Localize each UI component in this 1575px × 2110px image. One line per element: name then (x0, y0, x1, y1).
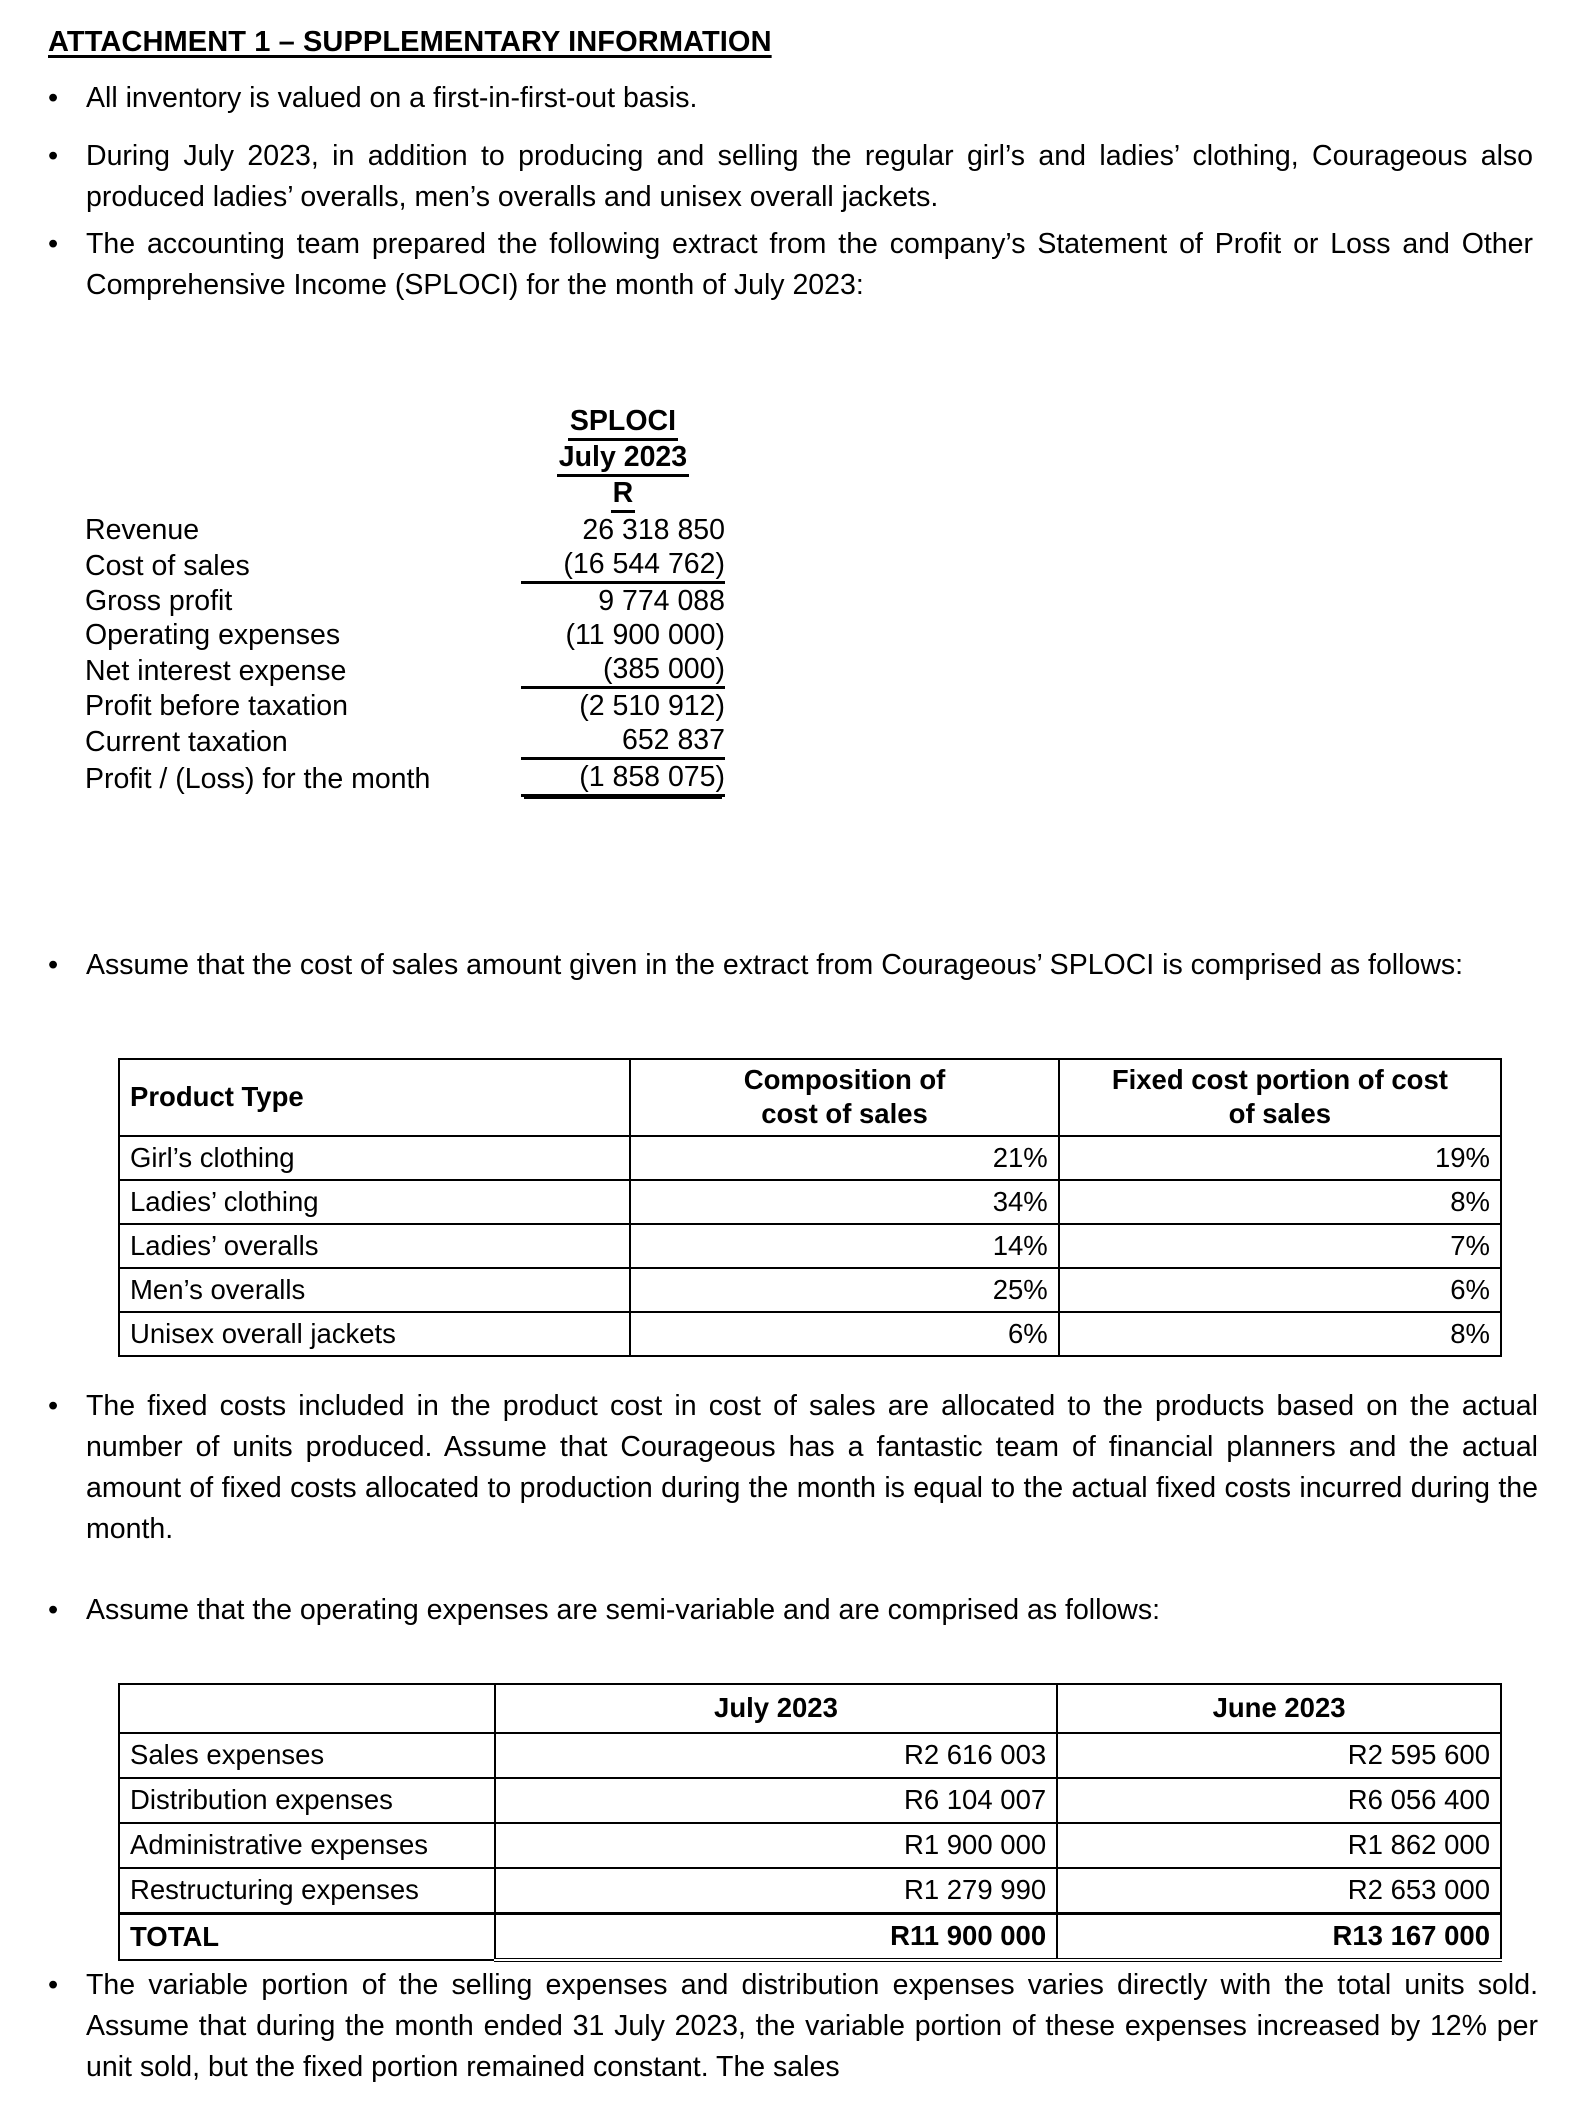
cell-fixed-portion: 6% (1059, 1268, 1501, 1312)
sploci-label-cost-of-sales: Cost of sales (85, 549, 250, 582)
sploci-header-spacer (85, 477, 521, 513)
sploci-header-row-1 (85, 405, 725, 441)
bullet-glyph: • (48, 949, 59, 981)
cell-total-june: R13 167 000 (1057, 1914, 1501, 1961)
sploci-header-row-3 (85, 477, 725, 513)
bullet-text-sploci-intro: The accounting team prepared the following extract from the company’s Statement of Profit or Loss and Other Comprehensive Income (SPLOCI) for the month of July 2023: (86, 228, 1533, 301)
cell-fixed-portion: 19% (1059, 1136, 1501, 1180)
cell-product-type: Ladies’ clothing (119, 1180, 630, 1224)
cell-composition: 21% (630, 1136, 1058, 1180)
cell-july-value: R1 279 990 (495, 1868, 1057, 1914)
sploci-value-profit-loss-month: (1 858 075) (521, 759, 725, 796)
sploci-value-net-interest-expense: (385 000) (521, 652, 725, 688)
column-header-july-2023: July 2023 (495, 1684, 1057, 1733)
sploci-label-profit-loss-month: Profit / (Loss) for the month (85, 762, 431, 795)
bullet-item-variable-portion (48, 1965, 1538, 2088)
sploci-value-current-taxation: 652 837 (521, 723, 725, 759)
bullet-text-inventory: All inventory is valued on a first-in-first-out basis. (86, 82, 698, 114)
sploci-header-period (521, 441, 725, 477)
cell-composition: 34% (630, 1180, 1058, 1224)
cell-fixed-portion: 7% (1059, 1224, 1501, 1268)
column-header-june-2023: June 2023 (1057, 1684, 1501, 1733)
column-header-fixed-portion-line1: Fixed cost portion of cost (1111, 1064, 1448, 1095)
cell-fixed-portion: 8% (1059, 1312, 1501, 1356)
column-header-fixed-portion (1059, 1059, 1501, 1136)
sploci-row-current-taxation (85, 723, 725, 759)
sploci-table (85, 405, 725, 797)
page-title: ATTACHMENT 1 – SUPPLEMENTARY INFORMATION (48, 26, 772, 58)
cell-fixed-portion: 8% (1059, 1180, 1501, 1224)
column-header-composition (630, 1059, 1058, 1136)
sploci-row-profit-loss-month (85, 759, 725, 796)
sploci-header-title (521, 405, 725, 441)
bullet-glyph: • (48, 1390, 59, 1422)
table-row (119, 1312, 1501, 1356)
sploci-row-net-interest-expense (85, 652, 725, 688)
sploci-header-period-text: July 2023 (557, 441, 689, 477)
cell-june-value: R2 653 000 (1057, 1868, 1501, 1914)
bullet-item-sploci-intro (48, 224, 1533, 306)
cell-july-value: R1 900 000 (495, 1823, 1057, 1868)
bullet-item-production (48, 136, 1533, 218)
sploci-header-title-text: SPLOCI (568, 405, 678, 441)
table-row (119, 1268, 1501, 1312)
product-table-body (119, 1136, 1501, 1356)
bullet-glyph: • (48, 140, 59, 172)
sploci-value-cost-of-sales: (16 544 762) (521, 547, 725, 583)
table-row (119, 1224, 1501, 1268)
cell-product-type: Unisex overall jackets (119, 1312, 630, 1356)
cell-composition: 14% (630, 1224, 1058, 1268)
sploci-value-gross-profit: 9 774 088 (598, 585, 725, 617)
sploci-row-operating-expenses (85, 618, 725, 652)
table-row (119, 1823, 1501, 1868)
sploci-value-revenue: 26 318 850 (582, 514, 725, 546)
table-row (119, 1778, 1501, 1823)
sploci-header-currency (521, 477, 725, 513)
operating-expenses-table (118, 1683, 1502, 1962)
cell-june-value: R6 056 400 (1057, 1778, 1501, 1823)
sploci-label-revenue: Revenue (85, 514, 200, 546)
bullet-glyph: • (48, 82, 59, 114)
table-header-row (119, 1059, 1501, 1136)
sploci-value-operating-expenses: (11 900 000) (565, 619, 725, 651)
table-row (119, 1868, 1501, 1914)
column-header-composition-line2: cost of sales (761, 1098, 928, 1129)
opex-table-body (119, 1733, 1501, 1960)
column-header-expense-item (119, 1684, 495, 1733)
bullet-item-fixed-cost-allocation (48, 1386, 1538, 1550)
sploci-label-operating-expenses: Operating expenses (85, 619, 341, 651)
sploci-label-current-taxation: Current taxation (85, 725, 288, 758)
column-header-product-type: Product Type (119, 1059, 630, 1136)
table-row-total (119, 1914, 1501, 1961)
column-header-fixed-portion-line2: of sales (1228, 1098, 1332, 1129)
cell-total-july: R11 900 000 (495, 1914, 1057, 1961)
table-header-row (119, 1684, 1501, 1733)
cell-july-value: R6 104 007 (495, 1778, 1057, 1823)
cell-expense-item: Sales expenses (119, 1733, 495, 1778)
sploci-row-revenue (85, 513, 725, 547)
table-row (119, 1180, 1501, 1224)
bullet-text-production: During July 2023, in addition to producing and selling the regular girl’s and ladies’ clothing, Courageous also produced ladies’ overalls, men’s overalls and unisex overall jackets. (86, 140, 1533, 213)
bullet-glyph: • (48, 1594, 59, 1626)
bullet-glyph: • (48, 1969, 59, 2001)
product-table-head (119, 1059, 1501, 1136)
column-header-composition-line1: Composition of (743, 1064, 946, 1095)
bullet-item-operating-expenses-intro (48, 1590, 1538, 1631)
table-row (119, 1733, 1501, 1778)
bullet-text-operating-expenses-intro: Assume that the operating expenses are semi-variable and are comprised as follows: (86, 1594, 1161, 1626)
cell-total-label: TOTAL (119, 1914, 495, 1961)
sploci-row-profit-before-taxation (85, 688, 725, 724)
product-cost-composition-table (118, 1058, 1502, 1357)
sploci-header-currency-text: R (611, 477, 636, 513)
bullet-text-cost-of-sales-composition: Assume that the cost of sales amount given in the extract from Courageous’ SPLOCI is comprised as follows: (86, 949, 1464, 981)
bullet-glyph: • (48, 228, 59, 260)
sploci-label-gross-profit: Gross profit (85, 585, 233, 617)
sploci-value-profit-before-taxation: (2 510 912) (579, 690, 725, 722)
cell-june-value: R2 595 600 (1057, 1733, 1501, 1778)
cell-product-type: Girl’s clothing (119, 1136, 630, 1180)
cell-expense-item: Distribution expenses (119, 1778, 495, 1823)
cell-expense-item: Restructuring expenses (119, 1868, 495, 1914)
bullet-item-cost-of-sales-composition (48, 945, 1538, 986)
sploci-row-cost-of-sales (85, 547, 725, 583)
sploci-row-gross-profit (85, 583, 725, 619)
bullet-text-variable-portion: The variable portion of the selling expenses and distribution expenses varies directly with the total units sold. Assume that during the month ended 31 July 2023, the variable portion of these expenses increased by 12% per unit sold, but the fixed portion remained constant. The sales (86, 1969, 1538, 2083)
cell-expense-item: Administrative expenses (119, 1823, 495, 1868)
cell-june-value: R1 862 000 (1057, 1823, 1501, 1868)
sploci-label-profit-before-taxation: Profit before taxation (85, 690, 348, 722)
sploci-header-spacer (85, 405, 521, 441)
cell-composition: 25% (630, 1268, 1058, 1312)
bullet-text-fixed-cost-allocation: The fixed costs included in the product cost in cost of sales are allocated to the products based on the actual number of units produced. Assume that Courageous has a fantastic team of financial planners and the actual amount of fixed costs allocated to production during the month is equal to the actual fixed costs incurred during the month. (86, 1390, 1538, 1545)
sploci-header-row-2 (85, 441, 725, 477)
sploci-extract (85, 405, 725, 797)
sploci-header-spacer (85, 441, 521, 477)
cell-product-type: Ladies’ overalls (119, 1224, 630, 1268)
cell-july-value: R2 616 003 (495, 1733, 1057, 1778)
cell-composition: 6% (630, 1312, 1058, 1356)
bullet-item-inventory (48, 78, 1528, 119)
opex-table-head (119, 1684, 1501, 1733)
sploci-label-net-interest-expense: Net interest expense (85, 654, 347, 687)
cell-product-type: Men’s overalls (119, 1268, 630, 1312)
table-row (119, 1136, 1501, 1180)
